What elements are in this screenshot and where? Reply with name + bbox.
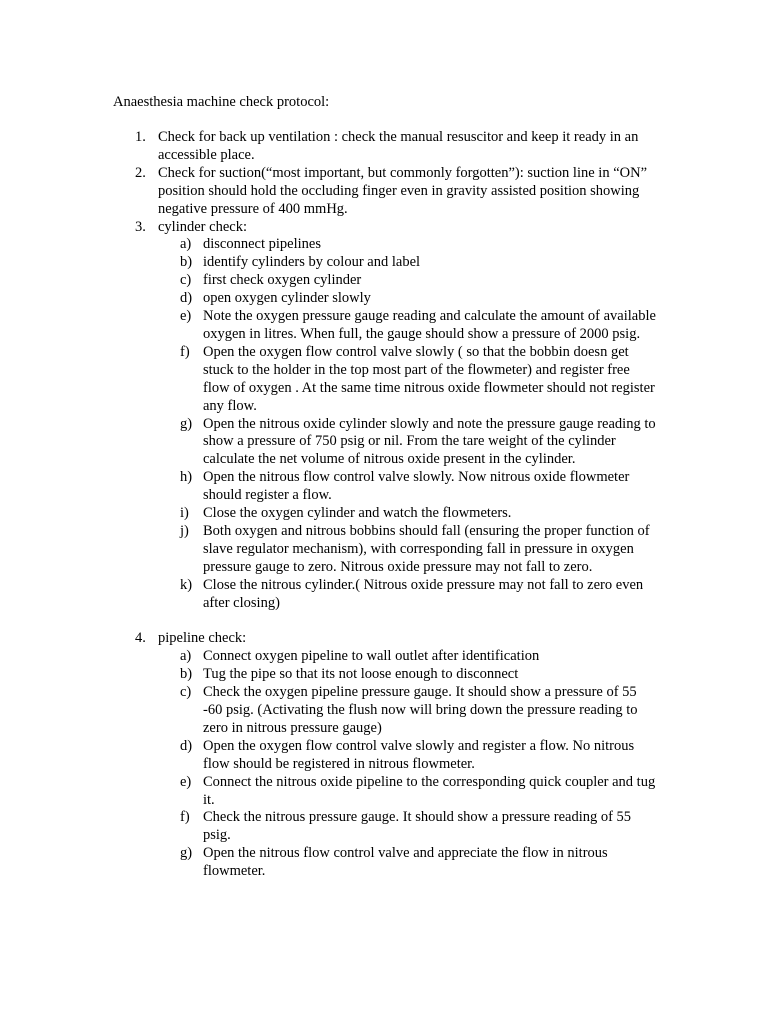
sub-item-letter: e) — [180, 308, 192, 325]
sub-item-text: Note the oxygen pressure gauge reading and calculate the amount of available oxygen in litres. When full, the gauge should show a pressure of 2000 psig. — [203, 308, 656, 342]
sub-item-text: disconnect pipelines — [203, 236, 321, 253]
sub-list-item — [158, 684, 658, 738]
protocol-list — [113, 129, 658, 881]
sub-list-item — [158, 236, 658, 254]
sub-item-text: Open the nitrous oxide cylinder slowly and note the pressure gauge reading to show a pressure of 750 psig or nil. From the tare weight of the cylinder calculate the net volume of nitrous oxide present in the cylinder. — [203, 415, 656, 468]
sub-list-item — [158, 648, 658, 666]
list-item — [113, 129, 658, 165]
sub-item-letter: k) — [180, 576, 193, 593]
sub-item-letter: a) — [180, 236, 192, 253]
sub-item-letter: g) — [180, 415, 193, 432]
sub-list-item — [158, 666, 658, 684]
list-item — [113, 219, 658, 613]
sub-item-text: identify cylinders by colour and label — [203, 254, 421, 271]
sub-item-letter: g) — [180, 845, 193, 862]
sub-item-text: open oxygen cylinder slowly — [203, 290, 371, 307]
sub-list-item — [158, 272, 658, 290]
sub-item-text: Open the oxygen flow control valve slowly ( so that the bobbin doesn get stuck to the holder in the top most part of the flowmeter) and register free flow of oxygen . At the same time nitrous oxide flowmeter should not register any flow. — [203, 343, 655, 414]
sub-item-letter: d) — [180, 290, 193, 307]
sub-list-item — [158, 738, 658, 774]
item-number: 2. — [135, 164, 146, 181]
sub-item-text: Close the oxygen cylinder and watch the flowmeters. — [203, 505, 512, 522]
sub-item-text: Tug the pipe so that its not loose enough to disconnect — [203, 666, 519, 683]
sub-list-item — [158, 577, 658, 613]
sub-list-item — [158, 523, 658, 577]
sub-item-letter: b) — [180, 254, 193, 271]
sub-item-text: first check oxygen cylinder — [203, 272, 362, 289]
sub-item-letter: c) — [180, 684, 192, 701]
document-title: Anaesthesia machine check protocol: — [113, 94, 330, 110]
sub-list-item — [158, 416, 658, 470]
sub-list — [158, 236, 658, 612]
sub-list-item — [158, 774, 658, 810]
sub-item-text: Connect oxygen pipeline to wall outlet after identification — [203, 648, 540, 665]
sub-item-text: Both oxygen and nitrous bobbins should fall (ensuring the proper function of slave regulator mechanism), with corresponding fall in pressure in oxygen pressure gauge to zero. Nitrous oxide pressure may not fall to zero. — [203, 522, 650, 575]
item-text: Check for suction(“most important, but commonly forgotten”): suction line in “ON” position should hold the occluding finger even in gravity assisted position showing negative pressure of 400 mmHg. — [158, 164, 648, 217]
sub-list-item — [158, 469, 658, 505]
sub-list-item — [158, 505, 658, 523]
sub-list-item — [158, 809, 658, 845]
sub-list-item — [158, 845, 658, 881]
sub-item-text: Open the oxygen flow control valve slowly and register a flow. No nitrous flow should be registered in nitrous flowmeter. — [203, 737, 635, 772]
sub-item-text: Check the oxygen pipeline pressure gauge. It should show a pressure of 55 -60 psig. (Activating the flush now will bring down the pressure reading to zero in nitrous pressure gauge) — [203, 684, 638, 736]
item-number: 3. — [135, 218, 146, 235]
list-item — [113, 630, 658, 881]
sub-item-letter: d) — [180, 737, 193, 754]
sub-item-text: Open the nitrous flow control valve slowly. Now nitrous oxide flowmeter should register a flow. — [203, 469, 630, 504]
sub-item-text: Close the nitrous cylinder.( Nitrous oxide pressure may not fall to zero even after closing) — [203, 576, 644, 611]
item-number: 1. — [135, 129, 146, 145]
item-text: Check for back up ventilation : check the manual resuscitor and keep it ready in an accessible place. — [158, 129, 639, 163]
sub-item-letter: j) — [180, 522, 189, 539]
sub-item-letter: f) — [180, 809, 190, 826]
sub-item-text: Connect the nitrous oxide pipeline to the corresponding quick coupler and tug it. — [203, 773, 656, 808]
blank-line — [113, 612, 658, 630]
item-text: pipeline check: — [158, 630, 247, 647]
sub-item-letter: f) — [180, 343, 190, 360]
sub-list-item — [158, 344, 658, 416]
sub-item-text: Check the nitrous pressure gauge. It should show a pressure reading of 55 psig. — [203, 809, 632, 844]
sub-item-text: Open the nitrous flow control valve and appreciate the flow in nitrous flowmeter. — [203, 845, 608, 880]
sub-item-letter: a) — [180, 648, 192, 665]
list-item — [113, 165, 658, 219]
sub-list-item — [158, 290, 658, 308]
sub-item-letter: c) — [180, 272, 192, 289]
sub-item-letter: e) — [180, 773, 192, 790]
sub-item-letter: b) — [180, 666, 193, 683]
item-number: 4. — [135, 630, 146, 647]
sub-item-letter: i) — [180, 505, 189, 522]
sub-list-item — [158, 254, 658, 272]
sub-item-letter: h) — [180, 469, 193, 486]
sub-list-item — [158, 308, 658, 344]
sub-list — [158, 648, 658, 881]
item-text: cylinder check: — [158, 218, 247, 235]
